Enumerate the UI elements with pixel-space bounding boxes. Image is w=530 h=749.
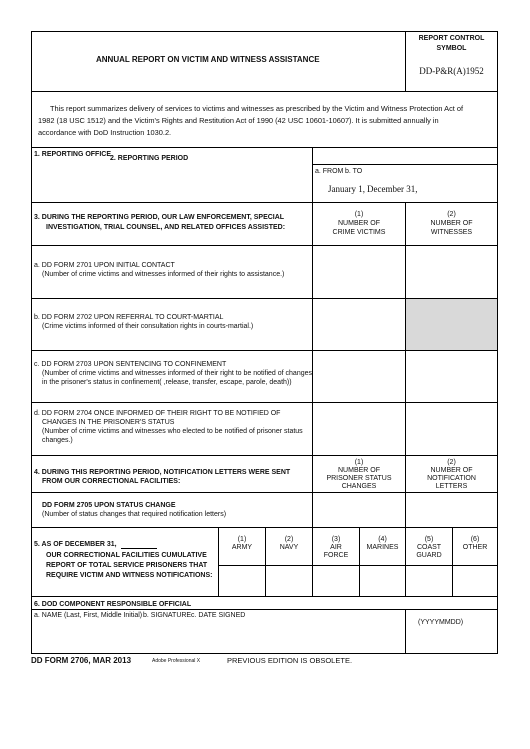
period-to-label: b. TO	[345, 168, 363, 175]
obsolete-notice: PREVIOUS EDITION IS OBSOLETE.	[227, 656, 353, 665]
intro-line-1: This report summarizes delivery of services to victims and witnesses as prescribed by the Victim and Witness Protection Act of	[50, 104, 464, 113]
cell-marines-count[interactable]	[360, 566, 405, 596]
rcs-label-2: SYMBOL	[436, 45, 467, 52]
section3-label-2: INVESTIGATION, TRIAL COUNSEL, AND RELATED OFFICES ASSISTED:	[46, 224, 286, 231]
row-c-desc-2: in the prisoner's status in confinement( ,release, transfer, escape, parole, death))	[42, 379, 292, 386]
row-b-desc: (Crime victims informed of their consultation rights in courts-martial.)	[42, 323, 254, 330]
cell-notification-letters[interactable]	[406, 493, 497, 527]
col-witnesses-num: (2)	[447, 211, 456, 218]
cell-status-changes[interactable]	[313, 493, 404, 527]
intro-line-2: 1982 (18 USC 1512) and the Victim's Rights and Restitution Act of 1990 (42 USC 10601-10607). It is submitted annually in	[38, 116, 439, 125]
col-status-num: (1)	[354, 459, 364, 466]
rule-header	[31, 91, 498, 92]
rule-row-d	[31, 455, 498, 456]
section4-label-2: FROM OUR CORRECTIONAL FACILITIES:	[42, 478, 181, 485]
rcs-value: DD-P&R(A)1952	[419, 66, 484, 76]
branch-coastguard-label-1: COAST	[416, 544, 442, 551]
col-letters-line2: NOTIFICATION	[427, 475, 476, 482]
row-c-title: c. DD FORM 2703 UPON SENTENCING TO CONFINEMENT	[34, 361, 227, 368]
cell-other-count[interactable]	[453, 566, 497, 596]
date-signed-label: c. DATE SIGNED	[191, 612, 246, 619]
rcs-label-1: REPORT CONTROL	[418, 35, 485, 42]
rule-intro	[31, 147, 498, 148]
row-d-desc-2: changes.)	[42, 437, 73, 444]
rule-sec3-top	[31, 202, 498, 203]
name-field[interactable]	[33, 621, 141, 652]
period-from-label: a. FROM	[315, 168, 344, 175]
cell-b-victims[interactable]	[313, 299, 404, 350]
col-letters-num: (2)	[447, 459, 456, 466]
rule-sec6-head	[31, 609, 498, 610]
branch-other-label: OTHER	[462, 544, 488, 551]
cell-army-count[interactable]	[219, 566, 265, 596]
branch-airforce-label-1: AIR	[330, 544, 342, 551]
frame-bottom	[31, 653, 498, 654]
branch-navy-label: NAVY	[279, 544, 299, 551]
branch-navy-num: (2)	[284, 536, 294, 543]
branch-coastguard-num: (5)	[424, 536, 434, 543]
form-title: ANNUAL REPORT ON VICTIM AND WITNESS ASSISTANCE	[96, 55, 320, 64]
frame-top	[31, 31, 498, 32]
section5-year-blank	[121, 548, 157, 549]
row-b-title: b. DD FORM 2702 UPON REFERRAL TO COURT-MARTIAL	[34, 314, 224, 321]
cell-c-victims[interactable]	[313, 351, 404, 402]
date-format-hint: (YYYYMMDD)	[418, 619, 464, 626]
shaded-cell-witnesses-b	[406, 299, 497, 350]
rule-period-left	[312, 147, 313, 203]
branch-army-num: (1)	[237, 536, 247, 543]
col-witnesses-line2: WITNESSES	[430, 229, 473, 236]
software-note: Adobe Professional X	[152, 658, 201, 664]
branch-marines-num: (4)	[378, 536, 387, 543]
cell-coastguard-count[interactable]	[406, 566, 452, 596]
section5-desc-2: REPORT OF TOTAL SERVICE PRISONERS THAT	[46, 562, 208, 569]
frame-left	[31, 31, 32, 654]
branch-coastguard-label-2: GUARD	[416, 552, 442, 559]
col-witnesses-line1: NUMBER OF	[430, 220, 473, 227]
branch-army-label: ARMY	[231, 544, 253, 551]
col-letters-line1: NUMBER OF	[430, 467, 473, 474]
row-d-title: d. DD FORM 2704 ONCE INFORMED OF THEIR RIGHT TO BE NOTIFIED OF	[34, 410, 281, 417]
branch-airforce-label-2: FORCE	[323, 552, 349, 559]
section4-label-1: 4. DURING THIS REPORTING PERIOD, NOTIFICATION LETTERS WERE SENT	[34, 469, 291, 476]
branch-marines-label: MARINES	[366, 544, 399, 551]
period-from-value[interactable]: January 1,	[328, 184, 365, 194]
cell-a-witnesses[interactable]	[406, 246, 497, 298]
cell-airforce-count[interactable]	[313, 566, 359, 596]
row-d-desc-1: (Number of crime victims and witnesses who elected to be notified of prisoner status	[42, 428, 303, 435]
row-d-title-2: CHANGES IN THE PRISONER'S STATUS	[42, 419, 175, 426]
frame-right	[497, 31, 498, 654]
row-c-desc-1: (Number of crime victims and witnesses informed of their right to be notified of changes	[42, 370, 313, 377]
branch-airforce-num: (3)	[331, 536, 341, 543]
row-a-title: a. DD FORM 2701 UPON INITIAL CONTACT	[34, 262, 175, 269]
signature-label: b. SIGNATURE	[143, 612, 192, 619]
branch-other-num: (6)	[470, 536, 480, 543]
name-label: a. NAME (Last, First, Middle Initial)	[34, 612, 143, 619]
section3-label-1: 3. DURING THE REPORTING PERIOD, OUR LAW ENFORCEMENT, SPECIAL	[34, 214, 285, 221]
col-status-line1: NUMBER OF	[338, 467, 380, 474]
period-to-value[interactable]: December 31,	[367, 184, 418, 194]
signature-field[interactable]	[143, 621, 189, 652]
section5-desc-1: OUR CORRECTIONAL FACILITIES CUMULATIVE	[46, 552, 207, 559]
section5-label: 5. AS OF DECEMBER 31,	[34, 541, 117, 548]
cell-d-victims[interactable]	[313, 403, 404, 455]
form-id: DD FORM 2706, MAR 2013	[31, 656, 132, 665]
section4-sub-title: DD FORM 2705 UPON STATUS CHANGE	[42, 502, 176, 509]
intro-line-3: accordance with DoD Instruction 1030.2.	[38, 128, 172, 137]
cell-a-victims[interactable]	[313, 246, 404, 298]
cell-d-witnesses[interactable]	[406, 403, 497, 455]
reporting-period-label: 2. REPORTING PERIOD	[110, 155, 189, 162]
col-victims-num: (1)	[354, 211, 364, 218]
col-victims-line1: NUMBER OF	[338, 220, 380, 227]
col-letters-line3: LETTERS	[435, 483, 468, 490]
col-victims-line2: CRIME VICTIMS	[332, 229, 386, 236]
section6-label: 6. DOD COMPONENT RESPONSIBLE OFFICIAL	[34, 601, 192, 608]
reporting-office-label: 1. REPORTING OFFICE	[34, 151, 112, 158]
rule-period	[312, 164, 498, 165]
col-status-line3: CHANGES	[341, 483, 377, 490]
row-a-desc: (Number of crime victims and witnesses informed of their rights to assistance.)	[42, 271, 285, 278]
reporting-office-field[interactable]	[33, 162, 310, 200]
col-status-line2: PRISONER STATUS	[326, 475, 392, 482]
date-signed-field[interactable]	[406, 628, 497, 652]
cell-c-witnesses[interactable]	[406, 351, 497, 402]
cell-navy-count[interactable]	[266, 566, 312, 596]
section5-desc-3: REQUIRE VICTIM AND WITNESS NOTIFICATIONS:	[46, 572, 213, 579]
section4-sub-desc: (Number of status changes that required notification letters)	[42, 511, 227, 518]
